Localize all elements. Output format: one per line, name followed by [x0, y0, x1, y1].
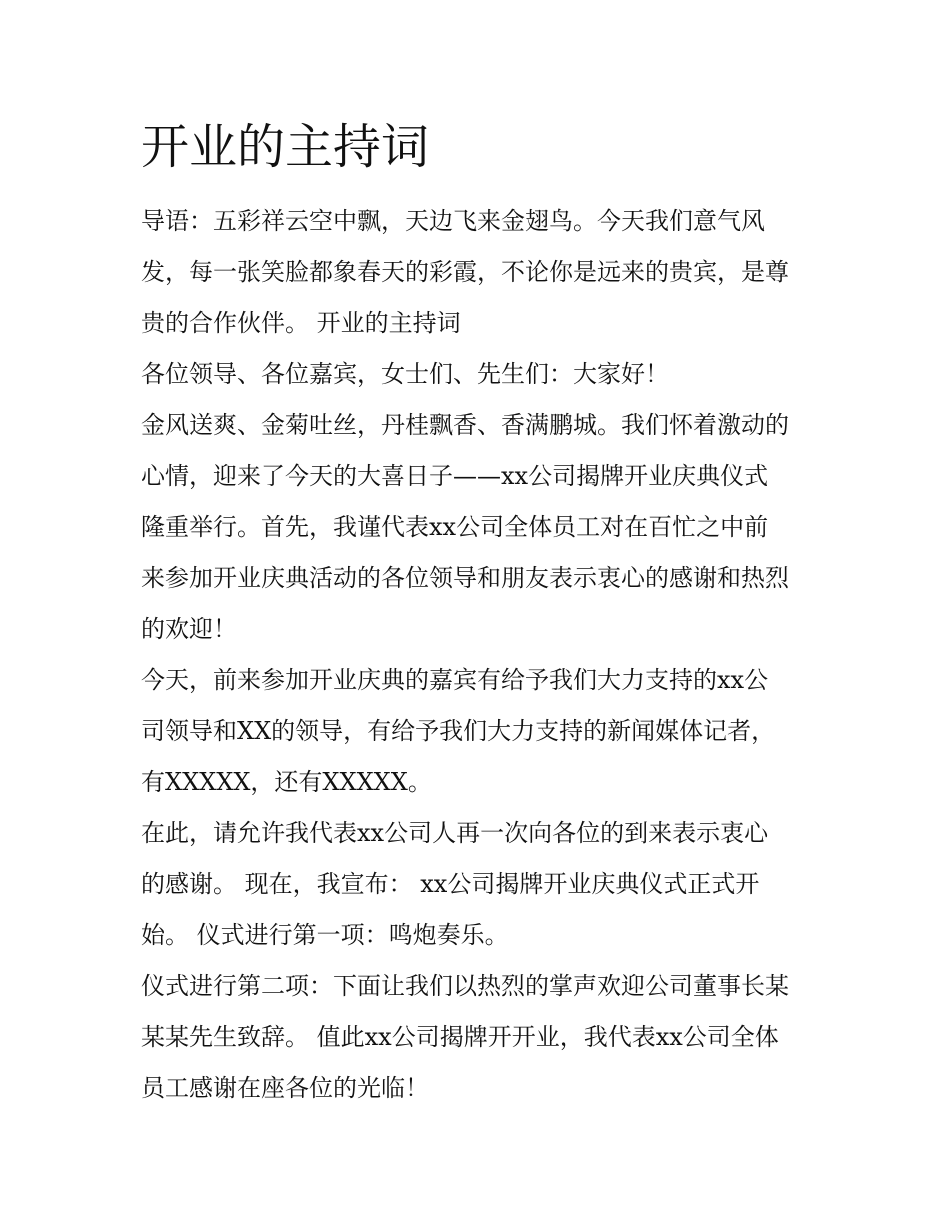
text-line: 贵的合作伙伴。 开业的主持词 — [141, 309, 461, 337]
text-line: 隆重举行。首先，我谨代表xx公司全体员工对在百忙之中前 — [141, 513, 769, 541]
text-line: 金风送爽、金菊吐丝，丹桂飘香、香满鹏城。我们怀着激动的 — [141, 411, 789, 439]
text-line: 各位领导、各位嘉宾，女士们、先生们：大家好！ — [141, 360, 669, 388]
document-body — [141, 196, 821, 1114]
text-line: 仪式进行第二项：下面让我们以热烈的掌声欢迎公司董事长某 — [141, 972, 789, 1000]
text-line: 司领导和XX的领导，有给予我们大力支持的新闻媒体记者， — [141, 717, 776, 745]
text-line: 今天，前来参加开业庆典的嘉宾有给予我们大力支持的xx公 — [141, 666, 769, 694]
page-title: 开业的主持词 — [141, 119, 430, 175]
text-line: 导语：五彩祥云空中飘，天边飞来金翅鸟。今天我们意气风 — [141, 207, 765, 235]
text-line: 某某先生致辞。 值此xx公司揭牌开开业，我代表xx公司全体 — [141, 1023, 779, 1051]
text-line: 始。 仪式进行第一项：鸣炮奏乐。 — [141, 921, 509, 949]
text-line: 的欢迎！ — [141, 615, 237, 643]
text-line: 心情，迎来了今天的大喜日子——xx公司揭牌开业庆典仪式 — [141, 462, 769, 490]
text-line: 发，每一张笑脸都象春天的彩霞，不论你是远来的贵宾，是尊 — [141, 258, 789, 286]
text-line: 员工感谢在座各位的光临！ — [141, 1074, 429, 1102]
text-line: 有XXXXX，还有XXXXX。 — [141, 768, 432, 796]
text-line: 的感谢。 现在，我宣布： xx公司揭牌开业庆典仪式正式开 — [141, 870, 760, 898]
text-line: 在此，请允许我代表xx公司人再一次向各位的到来表示衷心 — [141, 819, 769, 847]
text-line: 来参加开业庆典活动的各位领导和朋友表示衷心的感谢和热烈 — [141, 564, 789, 592]
